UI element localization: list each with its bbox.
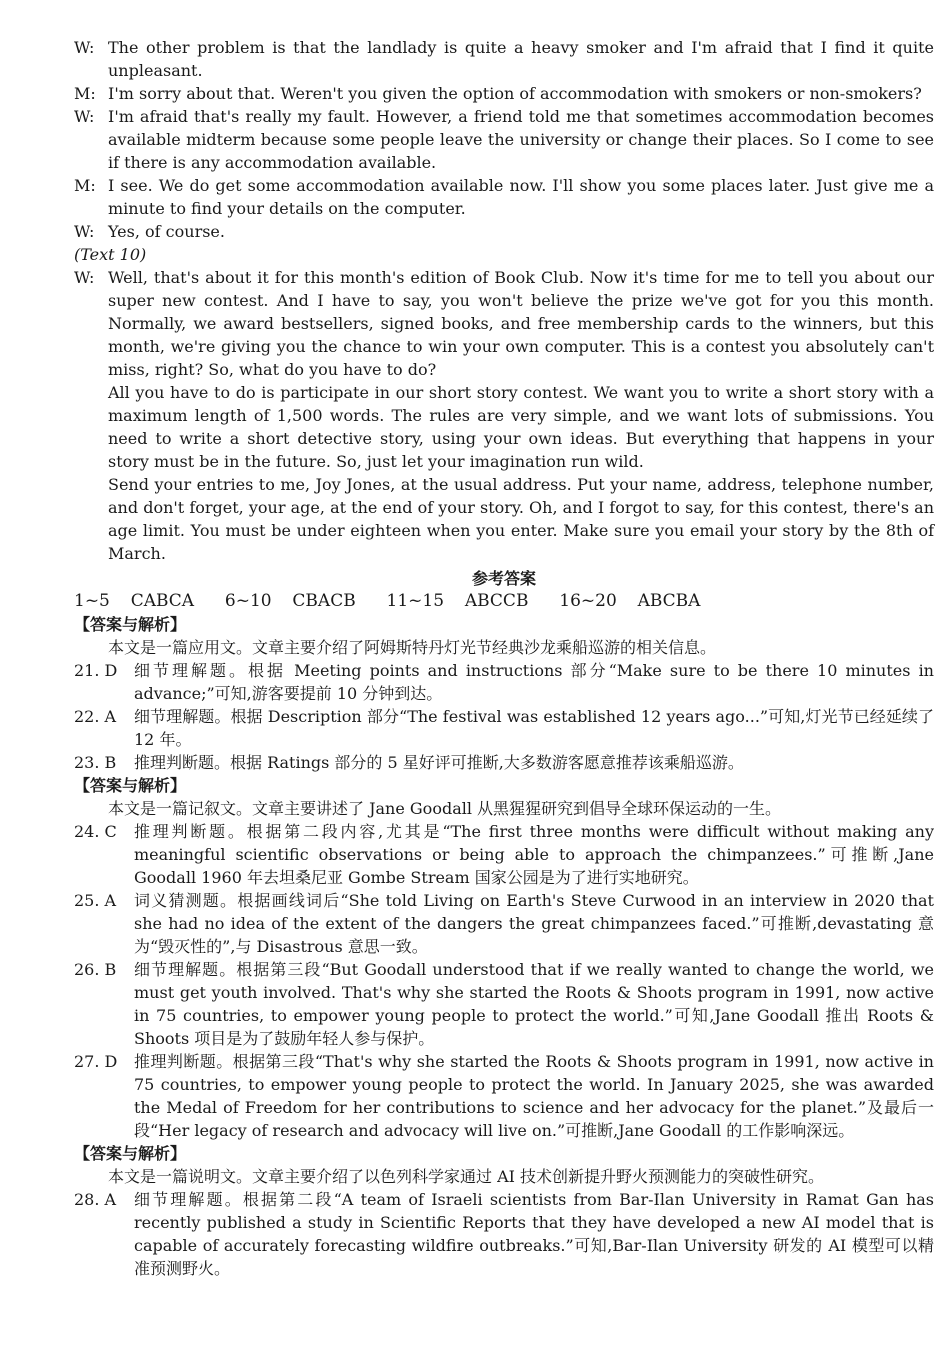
- question-number: 25. A: [74, 891, 117, 910]
- dialog-text: I'm sorry about that. Weren't you given the option of accommodation with smokers or non-smokers?: [108, 84, 922, 103]
- answer-letters: CBACB: [292, 591, 356, 611]
- dialog-line: [74, 174, 934, 220]
- dialog-line: [74, 82, 934, 105]
- document-content: [74, 36, 934, 1280]
- explanation-text: 推理判断题。根据 Ratings 部分的 5 星好评可推断,大多数游客愿意推荐该乘船巡游。: [134, 753, 744, 772]
- dialog-text: The other problem is that the landlady is quite a heavy smoker and I'm afraid that I find it quite unpleasant.: [108, 38, 934, 80]
- section-intro: 本文是一篇说明文。文章主要介绍了以色列科学家通过 AI 技术创新提升野火预测能力的突破性研究。: [108, 1167, 825, 1186]
- answer-letters: ABCCB: [464, 591, 529, 611]
- question-number: 27. D: [74, 1052, 118, 1071]
- section-header: 【答案与解析】: [74, 615, 187, 634]
- text10-monologue: [74, 266, 934, 565]
- dialog-text: I see. We do get some accommodation available now. I'll show you some places later. Just give me a minute to find your details on the computer.: [108, 176, 934, 218]
- answer-key-title: 参考答案: [471, 569, 536, 588]
- explanation-item: [74, 659, 934, 705]
- dialog-line: [74, 36, 934, 82]
- explanation-item: [74, 958, 934, 1050]
- monologue-paragraph: All you have to do is participate in our short story contest. We want you to write a short story with a maximum length of 1,500 words. The rules are very simple, and we want lots of submissions. You need to write a short detective story, using your own ideas. But everything that happens in your story must be in the future. So, just let your imagination run wild.: [108, 383, 934, 471]
- dialog-line: [74, 105, 934, 174]
- answer-range: 16~20: [559, 591, 617, 611]
- section-intro: 本文是一篇记叙文。文章主要讲述了 Jane Goodall 从黑猩猩研究到倡导全球环保运动的一生。: [108, 799, 782, 818]
- section-header: 【答案与解析】: [74, 1144, 187, 1163]
- explanation-item: [74, 889, 934, 958]
- dialog-text: I'm afraid that's really my fault. However, a friend told me that sometimes accommodation becomes available midterm because some people leave the university or change their places. So I come to see if there is any accommodation available.: [108, 107, 934, 172]
- explanation-item: [74, 1050, 934, 1142]
- explanation-text: 细节理解题。根据 Meeting points and instructions 部分“Make sure to be there 10 minutes in advance;”可知,游客要提前 10 分钟到达。: [134, 661, 934, 703]
- dialog-text: Yes, of course.: [108, 222, 225, 241]
- dialog-line: [74, 220, 934, 243]
- explanation-text: 细节理解题。根据 Description 部分“The festival was established 12 years ago...”可知,灯光节已经延续了 12 年。: [134, 707, 934, 749]
- monologue-body: [108, 266, 934, 565]
- speaker-label: M:: [74, 176, 96, 195]
- explanation-text: 词义猜测题。根据画线词后“She told Living on Earth's Steve Curwood in an interview in 2020 that she had no idea of the extent of the dangers the great chimpanzees faced.”可推断,devastating 意为“毁灭性的”,与 Disastrous 意思一致。: [134, 891, 934, 956]
- speaker-label: M:: [74, 84, 96, 103]
- question-number: 26. B: [74, 960, 117, 979]
- answer-letters: CABCA: [130, 591, 195, 611]
- question-number: 24. C: [74, 822, 117, 841]
- question-number: 21. D: [74, 661, 118, 680]
- explanation-text: 细节理解题。根据第三段“But Goodall understood that if we really wanted to change the world, we must get youth involved. That's why she started the Roots & Shoots program in 1991, now active in 75 countries, to empower young people to protect the world.”可知,Jane Goodall 推出 Roots & Shoots 项目是为了鼓励年轻人参与保护。: [134, 960, 934, 1048]
- explanation-item: [74, 705, 934, 751]
- section-header: 【答案与解析】: [74, 776, 187, 795]
- speaker-label: W:: [74, 107, 95, 126]
- speaker-label: W:: [74, 222, 95, 241]
- answer-range: 11~15: [386, 591, 445, 611]
- question-number: 22. A: [74, 707, 117, 726]
- speaker-label: W:: [74, 268, 95, 287]
- explanation-text: 推理判断题。根据第二段内容,尤其是“The first three months were difficult without making any meaningful scientific observations or being able to approach the chimpanzees.”可推断,Jane Goodall 1960 年去坦桑尼亚 Gombe Stream 国家公园是为了进行实地研究。: [134, 822, 934, 887]
- section-intro: 本文是一篇应用文。文章主要介绍了阿姆斯特丹灯光节经典沙龙乘船巡游的相关信息。: [108, 638, 717, 657]
- explanation-item: [74, 1188, 934, 1280]
- answer-key-row: [74, 590, 934, 613]
- speaker-label: W:: [74, 38, 95, 57]
- monologue-paragraph: Well, that's about it for this month's edition of Book Club. Now it's time for me to tell you about our super new contest. And I have to say, you won't believe the prize we've got for you this month. Normally, we award bestsellers, signed books, and free membership cards to the winners, but this month, we're giving you the chance to win your own computer. This is a contest you absolutely can't miss, right? So, what do you have to do?: [108, 268, 934, 379]
- explanation-item: [74, 820, 934, 889]
- answer-range: 1~5: [74, 591, 110, 611]
- answer-range: 6~10: [224, 591, 272, 611]
- question-number: 23. B: [74, 753, 117, 772]
- explanation-item: [74, 751, 934, 774]
- text10-label: (Text 10): [74, 245, 147, 264]
- answer-letters: ABCBA: [637, 591, 701, 611]
- explanation-text: 细节理解题。根据第二段“A team of Israeli scientists from Bar-Ilan University in Ramat Gan has recently published a study in Scientific Reports that they have developed a new AI model that is capable of accurately forecasting wildfire outbreaks.”可知,Bar-Ilan University 研发的 AI 模型可以精准预测野火。: [134, 1190, 934, 1278]
- monologue-paragraph: Send your entries to me, Joy Jones, at the usual address. Put your name, address, telephone number, and don't forget, your age, at the end of your story. Oh, and I forgot to say, for this contest, there's an age limit. You must be under eighteen when you enter. Make sure you email your story by the 8th of March.: [108, 475, 934, 563]
- question-number: 28. A: [74, 1190, 117, 1209]
- explanation-text: 推理判断题。根据第三段“That's why she started the Roots & Shoots program in 1991, now active in 75 countries, to empower young people to protect the world. In January 2025, she was awarded the Medal of Freedom for her contributions to science and her advocacy for the planet.”及最后一段“Her legacy of research and advocacy will live on.”可推断,Jane Goodall 的工作影响深远。: [134, 1052, 934, 1140]
